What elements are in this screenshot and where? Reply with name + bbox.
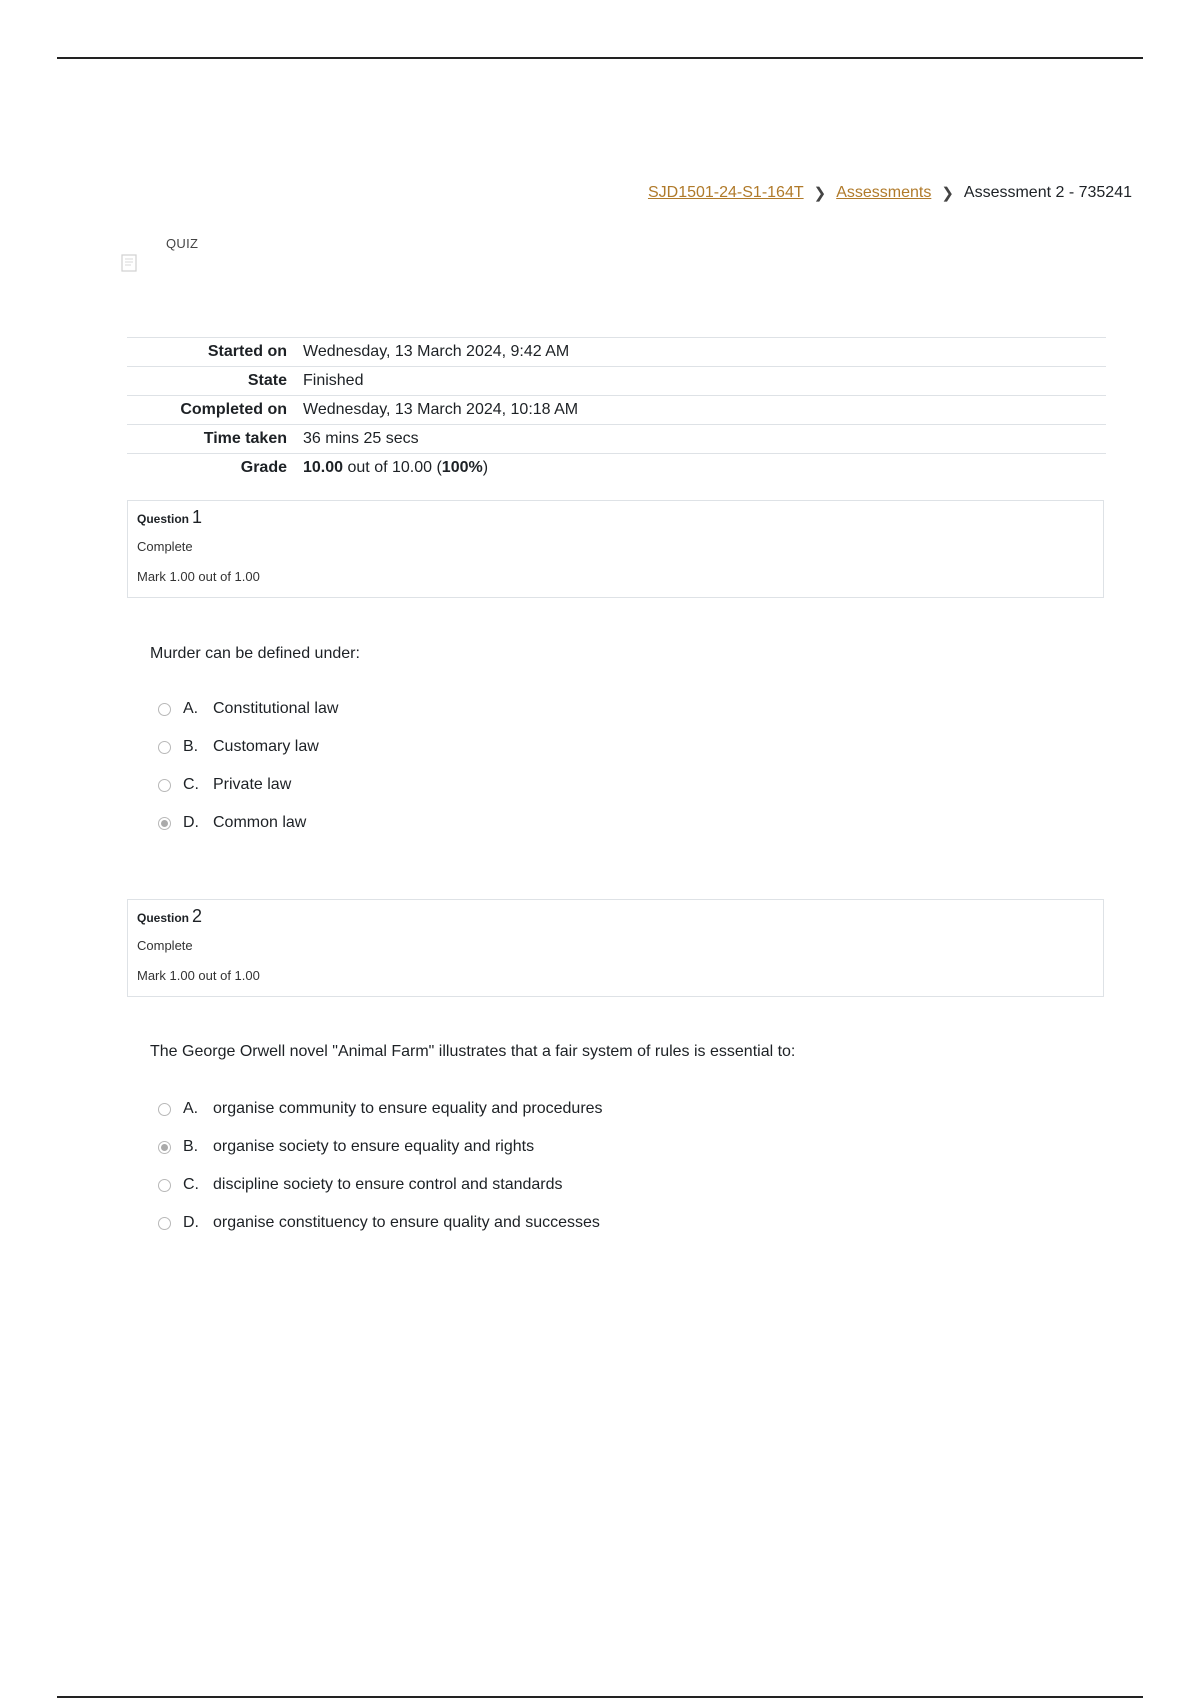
summary-row-started (127, 338, 1106, 367)
radio-button[interactable] (158, 1179, 171, 1192)
radio-button-selected[interactable] (158, 817, 171, 830)
radio-button[interactable] (158, 1217, 171, 1230)
question-1-info (127, 500, 1104, 598)
answer-option[interactable] (158, 728, 338, 766)
answer-letter: C. (183, 1176, 199, 1193)
answer-text: Customary law (213, 738, 319, 755)
answer-text: organise community to ensure equality and procedures (213, 1100, 603, 1117)
time-value: 36 mins 25 secs (303, 430, 419, 447)
answer-option[interactable] (158, 690, 338, 728)
answer-text: discipline society to ensure control and standards (213, 1176, 563, 1193)
question-state: Complete (137, 539, 193, 554)
answer-letter: A. (183, 1100, 199, 1117)
grade-label: Grade (240, 459, 287, 476)
answer-option[interactable] (158, 1166, 603, 1204)
chevron-right-icon: ❯ (813, 185, 827, 202)
question-state: Complete (137, 938, 193, 953)
answer-text: Private law (213, 776, 292, 793)
question-mark: Mark 1.00 out of 1.00 (137, 569, 260, 584)
question-number: Question 2 (137, 906, 203, 926)
answer-letter: B. (183, 1138, 199, 1155)
summary-row-time (127, 425, 1106, 454)
answer-text: organise constituency to ensure quality and successes (213, 1214, 600, 1231)
breadcrumb (648, 184, 1132, 202)
answer-letter: A. (183, 700, 199, 717)
quiz-label: QUIZ (166, 236, 199, 251)
answer-option[interactable] (158, 1204, 603, 1242)
answer-option-selected[interactable] (158, 1128, 603, 1166)
summary-row-completed (127, 396, 1106, 425)
answer-text: organise society to ensure equality and rights (213, 1138, 535, 1155)
top-rule (57, 57, 1143, 59)
state-value: Finished (303, 372, 364, 389)
question-2-text: The George Orwell novel "Animal Farm" illustrates that a fair system of rules is essential to: (150, 1043, 796, 1060)
answer-letter: D. (183, 814, 199, 831)
radio-button[interactable] (158, 703, 171, 716)
radio-button[interactable] (158, 1103, 171, 1116)
answer-text: Constitutional law (213, 700, 339, 717)
grade-out-of: out of 10.00 (347, 459, 433, 476)
quiz-icon (120, 252, 142, 274)
radio-button[interactable] (158, 741, 171, 754)
completed-label: Completed on (180, 401, 287, 418)
breadcrumb-course-link[interactable]: SJD1501-24-S1-164T (647, 184, 804, 201)
completed-value: Wednesday, 13 March 2024, 10:18 AM (303, 401, 579, 418)
answer-text: Common law (213, 814, 307, 831)
state-label: State (247, 372, 287, 389)
question-1-answers (158, 690, 338, 842)
grade-percent: 100% (441, 459, 483, 476)
summary-row-grade (127, 454, 1106, 483)
answer-letter: D. (183, 1214, 199, 1231)
attempt-summary-table (127, 337, 1106, 482)
answer-letter: B. (183, 738, 199, 755)
question-number-value: 2 (192, 906, 203, 926)
answer-option[interactable] (158, 1090, 603, 1128)
breadcrumb-current: Assessment 2 - 735241 (963, 184, 1132, 201)
started-label: Started on (207, 343, 287, 360)
chevron-right-icon: ❯ (941, 185, 954, 202)
question-2-answers (158, 1090, 603, 1242)
breadcrumb-assessments-link[interactable]: Assessments (836, 184, 932, 201)
radio-button[interactable] (158, 779, 171, 792)
answer-letter: C. (183, 776, 199, 793)
question-mark: Mark 1.00 out of 1.00 (137, 968, 260, 983)
question-1-text: Murder can be defined under: (150, 645, 360, 662)
started-value: Wednesday, 13 March 2024, 9:42 AM (303, 343, 570, 360)
bottom-rule (57, 1696, 1143, 1698)
time-label: Time taken (203, 430, 287, 447)
grade-score: 10.00 (303, 459, 344, 476)
answer-option[interactable] (158, 766, 338, 804)
grade-value: 10.00 out of 10.00 (100%) (303, 459, 489, 476)
summary-row-state (127, 367, 1106, 396)
answer-option-selected[interactable] (158, 804, 338, 842)
question-number-value: 1 (192, 507, 203, 527)
radio-button-selected[interactable] (158, 1141, 171, 1154)
question-2-info (127, 899, 1104, 997)
question-number: Question 1 (137, 507, 203, 527)
